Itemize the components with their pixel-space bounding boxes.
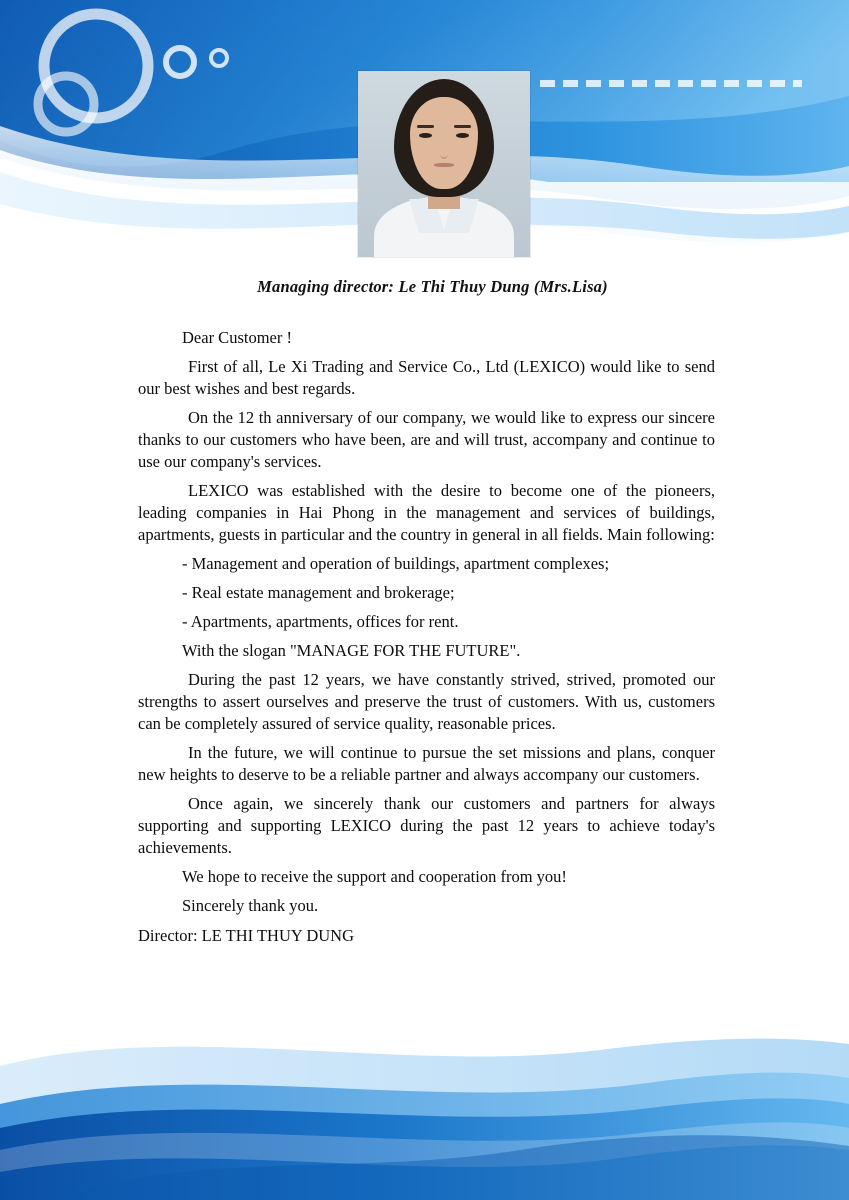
paragraph-intro: First of all, Le Xi Trading and Service Co., Ltd (LEXICO) would like to send our best wishes and best regards. <box>138 357 715 398</box>
managing-director-caption: Managing director: Le Thi Thuy Dung (Mrs.Lisa) <box>257 277 608 296</box>
bullet-management-operation: - Management and operation of buildings, apartment complexes; <box>182 554 610 573</box>
letter-content <box>0 265 849 947</box>
signature-line: Director: LE THI THUY DUNG <box>138 926 354 945</box>
paragraph-greeting: Dear Customer ! <box>182 328 292 347</box>
paragraph-slogan: With the slogan "MANAGE FOR THE FUTURE". <box>182 641 521 660</box>
paragraph-past-years: During the past 12 years, we have constantly strived, strived, promoted our strengths to assert ourselves and preserve the trust of customers. With us, customers can be completely assured of service quality, reasonable prices. <box>138 670 715 733</box>
paragraph-thanks: Once again, we sincerely thank our customers and partners for always supporting and supporting LEXICO during the past 12 years to achieve today's achievements. <box>138 794 715 857</box>
photo-eye-right <box>456 133 469 138</box>
paragraph-support: We hope to receive the support and cooperation from you! <box>182 867 567 886</box>
paragraph-establishment: LEXICO was established with the desire to become one of the pioneers, leading companies in Hai Phong in the management and services of buildings, apartments, guests in particular and the country in general in all fields. Main following: <box>138 481 715 544</box>
footer-decorative-band <box>0 1000 849 1200</box>
bullet-real-estate: - Real estate management and brokerage; <box>182 583 455 602</box>
portrait-photo <box>358 71 530 257</box>
paragraph-sincerely: Sincerely thank you. <box>182 896 319 915</box>
letter-body <box>0 297 849 917</box>
photo-nose <box>440 145 448 159</box>
photo-eyebrow-right <box>454 125 471 128</box>
photo-eyebrow-left <box>417 125 434 128</box>
photo-eye-left <box>419 133 432 138</box>
paragraph-future: In the future, we will continue to pursue the set missions and plans, conquer new heights to deserve to be a reliable partner and always accompany our customers. <box>138 743 715 784</box>
footer-graphic <box>0 1000 849 1200</box>
bullet-apartments: - Apartments, apartments, offices for rent. <box>182 612 459 631</box>
paragraph-anniversary: On the 12 th anniversary of our company, we would like to express our sincere thanks to our customers who have been, are and will trust, accompany and continue to use our company's services. <box>138 408 715 471</box>
photo-mouth <box>434 163 454 167</box>
